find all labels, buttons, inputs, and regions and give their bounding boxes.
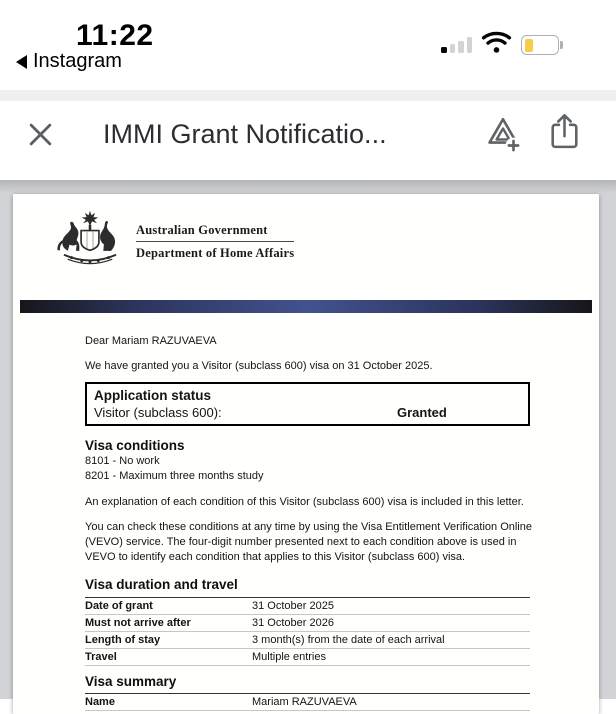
battery-level-fill [525,39,533,52]
battery-icon [521,35,559,55]
signal-bar [458,41,464,53]
government-label: Australian Government [136,223,294,242]
share-icon[interactable] [548,111,581,152]
letter-body [85,320,530,711]
salutation: Dear Mariam RAZUVAEVA [85,335,217,347]
application-status-label: Visitor (subclass 600): [94,405,222,420]
signal-bar [441,47,447,53]
table-row [85,694,530,711]
sheet-gap [0,90,616,101]
header-shadow [0,180,616,193]
row-value: 31 October 2025 [252,600,334,612]
visa-duration-table [85,597,530,666]
table-row [85,615,530,632]
visa-duration-heading: Visa duration and travel [85,577,238,592]
add-to-drive-icon[interactable] [482,114,524,156]
australian-coat-of-arms-icon [55,210,125,274]
visa-summary-table [85,693,530,711]
intro-line: We have granted you a Visitor (subclass 600) visa on 31 October 2025. [85,360,433,372]
close-icon[interactable] [27,121,54,148]
row-value: 3 month(s) from the date of each arrival [252,634,445,646]
application-status-row [94,404,519,421]
visa-summary-heading: Visa summary [85,674,177,689]
back-app-label: Instagram [33,50,122,72]
table-row [85,598,530,615]
application-status-value: Granted [397,405,447,420]
pdf-scroll-area[interactable] [0,180,616,708]
row-value: Mariam RAZUVAEVA [252,696,357,708]
vevo-note [85,520,530,565]
row-label: Length of stay [85,634,161,646]
signal-bar [450,44,456,53]
department-label: Department of Home Affairs [136,246,295,260]
row-label: Travel [85,651,117,663]
row-value: 31 October 2026 [252,617,334,629]
condition-explanation: An explanation of each condition of this Visitor (subclass 600) visa is included in this letter. [85,496,524,508]
vevo-note-line: (VEVO) service. The four-digit number presented next to each condition above is used in [85,536,517,548]
battery-cap [560,41,563,49]
application-status-heading: Application status [94,388,212,403]
accent-bar [20,300,592,313]
visa-condition-item: 8201 - Maximum three months study [85,470,264,482]
visa-condition-item: 8101 - No work [85,455,160,467]
status-time: 11:22 [76,19,154,52]
table-row [85,632,530,649]
letterhead [55,210,294,274]
signal-bar [467,37,473,53]
agency-name [136,223,294,261]
document-page [13,194,599,714]
back-to-app-button[interactable] [16,50,122,73]
row-label: Date of grant [85,600,153,612]
wifi-icon [481,31,512,54]
back-triangle-icon [16,55,27,69]
table-row [85,649,530,666]
vevo-note-line: You can check these conditions at any time by using the Visa Entitlement Verification Online [85,521,532,533]
vevo-note-line: VEVO to identify each condition that applies to this Visitor (subclass 600) visa. [85,551,466,563]
row-value: Multiple entries [252,651,326,663]
row-label: Name [85,696,115,708]
application-status-box [85,382,530,426]
visa-conditions-heading: Visa conditions [85,438,185,453]
pdf-viewer-header [0,101,616,180]
document-title: IMMI Grant Notificatio... [103,119,387,149]
cell-signal-icon [441,37,472,53]
row-label: Must not arrive after [85,617,191,629]
